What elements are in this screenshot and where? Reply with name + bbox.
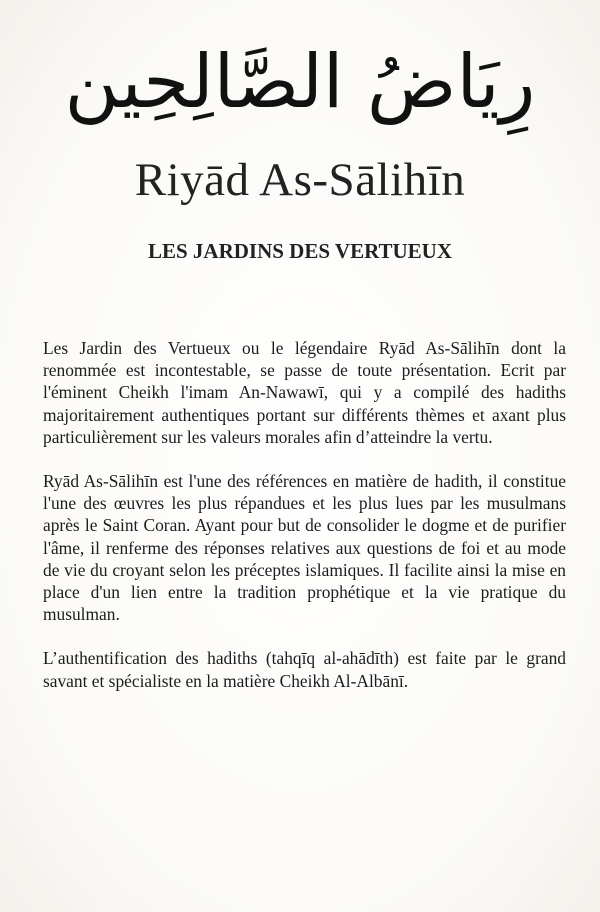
description-body [43,337,566,714]
description-paragraph-3: L’authentification des hadiths (tahqīq al-ahādīth) est faite par le grand savant et spécialiste en la matière Cheikh Al-Albānī. [43,648,566,691]
description-paragraph-1: Les Jardin des Vertueux ou le légendaire Ryād As-Sālihīn dont la renommée est incontestable, se passe de toute présentation. Ecrit par l'éminent Cheikh l'imam An-Nawawī, qui y a compilé des hadiths majoritairement authentiques portant sur différents thèmes et axant plus particulièrement sur les valeurs morales afin d’atteindre la vertu. [43,338,566,447]
book-subtitle: LES JARDINS DES VERTUEUX [147,239,453,263]
description-paragraph-2: Ryād As-Sālihīn est l'une des références en matière de hadith, il constitue l'une des œuvres les plus répandues et les plus lues par les musulmans après le Saint Coran. Ayant pour but de consolider le dogme et de purifier l'âme, il renferme des réponses relatives aux questions de foi et au mode de vie du croyant selon les préceptes islamiques. Il facilite ainsi la mise en place d'un lien entre la tradition prophétique et la vie pratique du musulman. [43,471,566,625]
book-title: Riyād As-Sālihīn [134,154,466,206]
arabic-calligraphy-title: رِيَاضُ الصَّالِحِين [64,39,536,125]
